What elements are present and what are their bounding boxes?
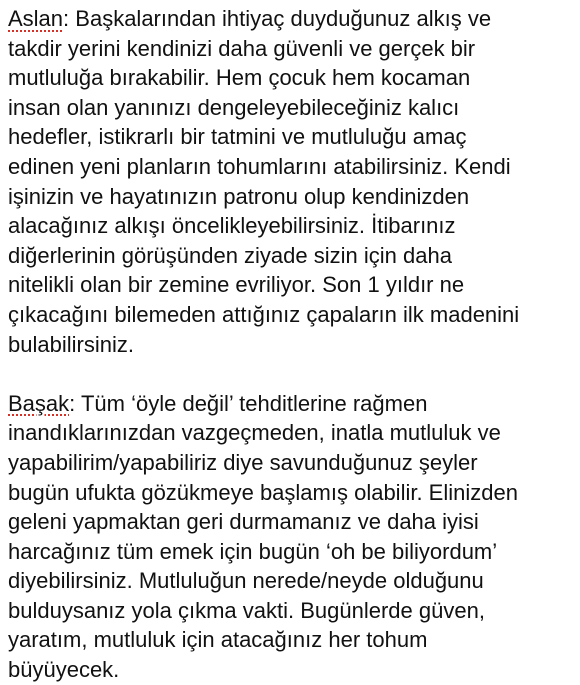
paragraph-text: Başkalarından ihtiyaç duyduğunuz alkış ve takdir yerini kendinizi daha güvenli ve gerçek bir mutluluğa bırakabilir. Hem çocuk hem kocaman insan olan yanınızı dengeleyebileceğiniz kalıcı hedefler, istikrarlı bir tatmini ve mutluluğu amaç edinen yeni planların tohumlarını atabilirsiniz. Kendi işinizin ve hayatınızın patronu olup kendinizden alacağınız alkışı öncelikleyebilirsiniz. İtibarınız diğerlerinin görüşünden ziyade sizin için daha nitelikli olan bir zemine evriliyor. Son 1 yıldır ne çıkacağını bilemeden attığınız çapaların ilk madenini bulabilirsiniz. [8,6,520,357]
separator: : [63,6,76,31]
horoscope-document [8,4,576,685]
paragraph-basak [8,389,576,685]
paragraph-aslan [8,4,576,359]
sign-name-aslan: Aslan [8,6,64,31]
sign-name-basak: Başak [8,390,70,416]
paragraph-text: Tüm ‘öyle değil’ tehditlerine rağmen inandıklarınızdan vazgeçmeden, inatla mutluluk ve yapabilirim/yapabiliriz diye savunduğunuz şeyler bugün ufukta gözükmeye başlamış olabilir. Elinizden geleni yapmaktan geri durmamanız ve daha iyisi harcağınız tüm emek için bugün ‘oh be biliyordum’ diyebilirsiniz. Mutluluğun nerede/neyde olduğunu bulduysanız yola çıkma vakti. Bugünlerde güven, yaratım, mutluluk için atacağınız her tohum büyüyecek. [8,390,518,683]
paragraph-gap [8,359,576,389]
separator: : [69,390,81,416]
